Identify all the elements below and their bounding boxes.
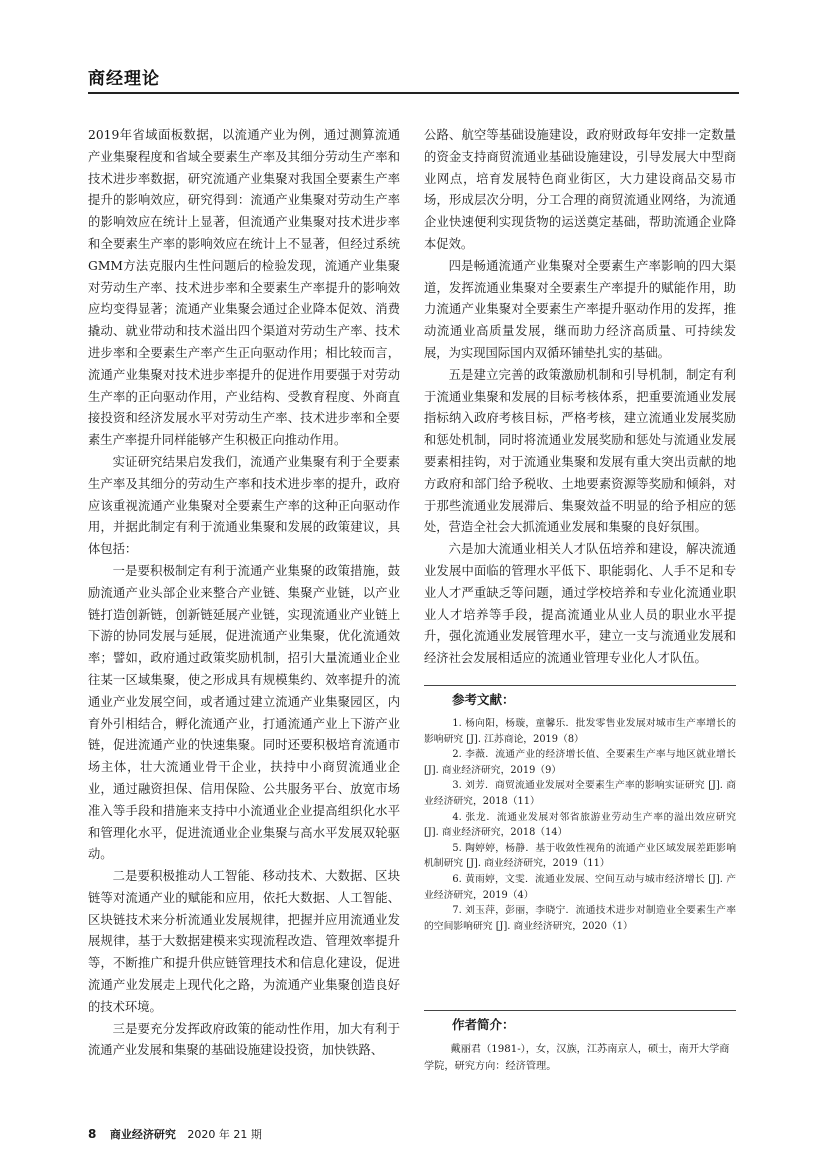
author-bio: 戴丽君（1981-），女，汉族，江苏南京人，硕士，南开大学商学院，研究方向：经济管理。 [424, 1044, 730, 1072]
author-title: 作者简介： [452, 1017, 515, 1032]
body-paragraph: 实证研究结果启发我们，流通产业集聚有利于全要素生产率及其细分的劳动生产率和技术进步率的提升，政府应该重视流通产业集聚对全要素生产率的这种正向驱动作用，并据此制定有利于流通业集聚和发展的政策建议，具体包括： [88, 454, 400, 557]
references-title: 参考文献： [452, 692, 515, 707]
left-column [88, 125, 400, 1062]
page-footer [88, 1126, 262, 1142]
body-paragraph: 三是要充分发挥政府政策的能动性作用，加大有利于流通产业发展和集聚的基础设施建设投资，加快铁路、 [88, 1021, 400, 1058]
reference-item: 7. 刘玉萍，彭丽，李晓宁．流通技术进步对制造业全要素生产率的空间影响研究 [J]. 商业经济研究，2020（1） [424, 905, 736, 932]
reference-item: 2. 李薇．流通产业的经济增长值、全要素生产率与地区就业增长 [J]. 商业经济研究，2019（9） [424, 749, 736, 776]
body-paragraph: 五是建立完善的政策激励机制和引导机制，制定有利于流通业集聚和发展的目标考核体系，把重要流通业发展指标纳入政府考核目标，严格考核，建立流通业发展奖励和惩处机制，同时将流通业发展奖励和惩处与流通业发展要素相挂钩，对于流通业集聚和发展有重大突出贡献的地方政府和部门给予税收、土地要素资源等奖励和倾斜，对于那些流通业发展滞后、集聚效益不明显的给予相应的惩处，营造全社会大抓流通业发展和集聚的良好氛围。 [424, 367, 736, 535]
reference-item: 1. 杨向阳，杨璇，童馨乐．批发零售业发展对城市生产率增长的影响研究 [J]. 江苏商论，2019（8） [424, 718, 736, 745]
body-paragraph: 四是畅通流通产业集聚对全要素生产率影响的四大渠道，发挥流通业集聚对全要素生产率提升的赋能作用，助力流通产业集聚对全要素生产率提升驱动作用的发挥，推动流通业高质量发展，继而助力经济高质量、可持续发展，为实现国际国内双循环铺垫扎实的基础。 [424, 258, 736, 360]
page-header-title: 商经理论 [88, 69, 160, 89]
right-column [424, 125, 736, 670]
body-paragraph: 二是要积极推动人工智能、移动技术、大数据、区块链等对流通产业的赋能和应用，依托大数据、人工智能、区块链技术来分析流通业发展规律，把握并应用流通业发展规律，基于大数据建模来实现流程改造、管理效率提升等，不断推广和提升供应链管理技术和信息化建设，促进流通产业发展走上现代化之路，为流通产业集聚创造良好的技术环境。 [88, 869, 400, 1014]
reference-item: 4. 张龙．流通业发展对邻省旅游业劳动生产率的溢出效应研究 [J]. 商业经济研究，2018（14） [424, 811, 736, 839]
references-list [424, 716, 736, 934]
reference-item: 5. 陶婷婷，杨静．基于收敛性视角的流通产业区域发展差距影响机制研究 [J]. 商业经济研究，2019（11） [424, 842, 736, 870]
header-divider [88, 92, 739, 94]
journal-name: 商业经济研究 [109, 1128, 176, 1141]
reference-item: 3. 刘芳．商贸流通业发展对全要素生产率的影响实证研究 [J]. 商业经济研究，2018（11） [424, 780, 736, 807]
body-paragraph: 六是加大流通业相关人才队伍培养和建设，解决流通业发展中面临的管理水平低下、职能弱化、人手不足和专业人才严重缺乏等问题，通过学校培养和专业化流通业职业人才培养等手段，提高流通业从业人员的职业水平提升，强化流通业发展管理水平，建立一支与流通业发展和经济社会发展相适应的流通业管理专业化人才队伍。 [424, 542, 736, 666]
issue-label: 2020 年 21 期 [187, 1128, 262, 1141]
author-section [424, 1010, 736, 1075]
body-paragraph: 2019年省域面板数据，以流通产业为例，通过测算流通产业集聚程度和省域全要素生产率及其细分劳动生产率和技术进步率数据，研究流通产业集聚对我国全要素生产率提升的影响效应，研究得到：流通产业集聚对劳动生产率的影响效应在统计上显著，但流通产业集聚对技术进步率和全要素生产率的影响效应在统计上不显著，但经过系统GMM方法克服内生性问题后的检验发现，流通产业集聚对劳动生产率、技术进步率和全要素生产率提升的影响效应均变得显著；流通产业集聚会通过企业降本促效、消费撬动、就业带动和技术溢出四个渠道对劳动生产率、技术进步率和全要素生产率产生正向驱动作用；相比较而言，流通产业集聚对技术进步率提升的促进作用要强于对劳动生产率的正向驱动作用，产业结构、受教育程度、外商直接投资和经济发展水平对劳动生产率、技术进步率和全要素生产率提升同样能够产生积极正向推动作用。 [88, 128, 400, 448]
references-section [424, 685, 736, 934]
body-paragraph: 公路、航空等基础设施建设，政府财政每年安排一定数量的资金支持商贸流通业基础设施建设，引导发展大中型商业网点，培育发展特色商业街区，大力建设商品交易市场，形成层次分明，分工合理的商贸流通业网络，为流通企业快速便利实现货物的运送奠定基础，帮助流通企业降本促效。 [424, 128, 736, 251]
reference-item: 6. 黄雨婷，文雯．流通业发展、空间互动与城市经济增长 [J]. 产业经济研究，2019（4） [424, 873, 736, 901]
page-number: 8 [88, 1127, 97, 1141]
body-paragraph: 一是要积极制定有利于流通产业集聚的政策措施，鼓励流通产业头部企业来整合产业链、集聚产业链，以产业链打造创新链，创新链延展产业链，实现流通业产业链上下游的协同发展与延展，促进流通产业集聚，优化流通效率；譬如，政府通过政策奖励机制，招引大量流通业企业往某一区域集聚，使之形成具有规模集约、效率提升的流通业产业发展空间，或者通过建立流通产业集聚园区，内育外引相结合，孵化流通产业，打通流通产业上下游产业链，促进流通产业的快速集聚。同时还要积极培育流通市场主体，壮大流通业骨干企业，扶持中小商贸流通业企业，通过融资担保、信用保险、公共服务平台、放宽市场准入等手段和措施来支持中小流通业企业提高组织化水平和管理化水平，促进流通业企业集聚与高水平发展双轮驱动。 [88, 563, 400, 862]
